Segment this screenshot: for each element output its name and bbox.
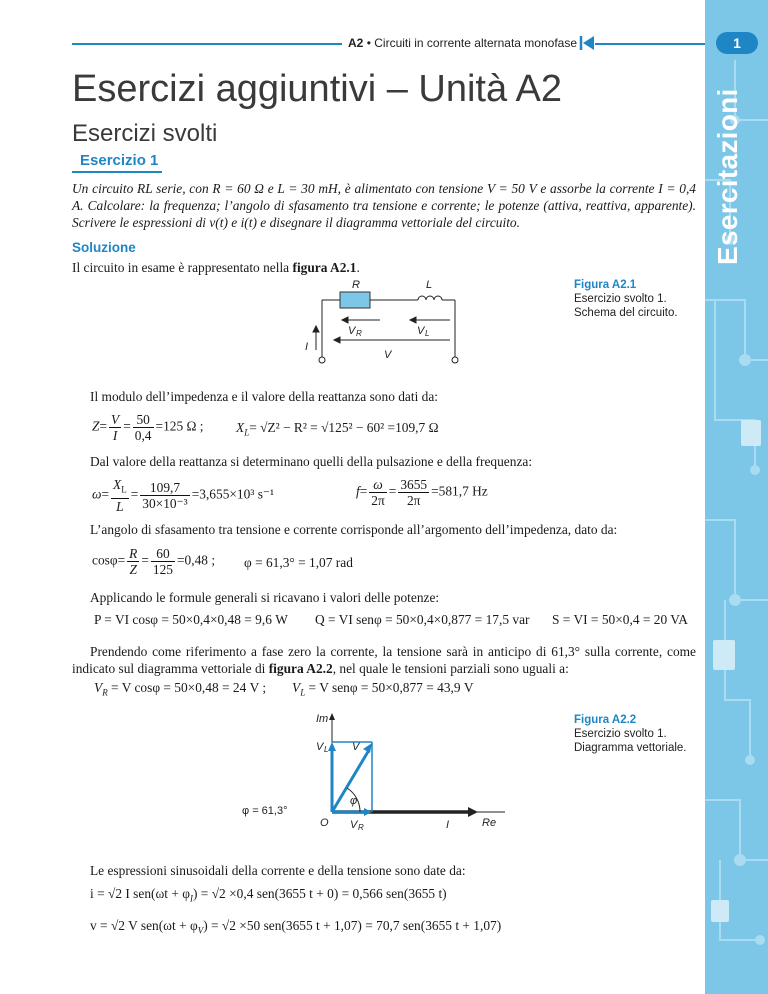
exercise-statement: Un circuito RL serie, con R = 60 Ω e L = 30 mH, è alimentato con tensione V = 50 V e assorbe la corrente I = 0,4 A. Calcolare: la frequenza; l’angolo di sfasamento tra tensione e corrente; le potenze (attiva, reattiva, apparente). Scrivere le espressioni di v(t) e i(t) e disegnare il diagramma vettoriale del circuito. (72, 181, 696, 230)
eq-Z-num2: 50 (133, 412, 154, 428)
eq-XL-lhs: X (236, 420, 245, 435)
page-number: 1 (716, 32, 758, 54)
eq-VR-sub: R (102, 687, 108, 698)
label-I: I (305, 341, 309, 353)
eq-current (90, 886, 447, 904)
paragraph-angle: L’angolo di sfasamento tra tensione e corrente corrisponde all’argomento dell’impedenza, dato da: (90, 522, 618, 537)
figure1-title: Figura A2.1 (574, 279, 637, 291)
eq-VR-lhs: V (94, 680, 103, 695)
eq-omega-den: L (116, 498, 124, 514)
eq-i-rhs: ) = √2 ×0,4 sen(3655 t + 0) = 0,566 sen(3655 t) (193, 886, 447, 901)
label-I-vec: I (446, 819, 450, 831)
vector-diagram (220, 708, 520, 836)
header-rule-right (595, 43, 705, 45)
label-VL-sub: L (425, 329, 430, 338)
solution-title: Soluzione (72, 240, 136, 255)
label-Im: Im (316, 713, 329, 725)
label-V-vec: V (352, 741, 360, 753)
eq-cos-den: Z (129, 562, 137, 577)
label-angle: φ = 61,3° (242, 805, 288, 817)
paragraph-impedance: Il modulo dell’impedenza e il valore della reattanza sono dati da: (90, 389, 439, 404)
figure2-caption: Esercizio svolto 1. Diagramma vettoriale. (574, 728, 687, 754)
eq-VR (94, 680, 266, 698)
label-O: O (320, 817, 329, 829)
label-VR-vec: V (350, 819, 358, 831)
paragraph-frequency: Dal valore della reattanza si determinano quelli della pulsazione e della frequenza: (90, 454, 533, 469)
eq-f-den2: 2π (406, 493, 421, 508)
eq-VL (292, 680, 474, 698)
eq-VL-sub: L (300, 687, 306, 698)
figure2-ref: figura A2.2 (268, 661, 333, 676)
solution-intro (72, 259, 360, 276)
header-topic: Circuiti in corrente alternata monofase (374, 36, 577, 50)
eq-f-num: ω (373, 477, 383, 492)
eq-voltage (90, 918, 501, 936)
exercise-title: Esercizio 1 (80, 152, 159, 169)
label-VL-vec-sub: L (324, 745, 329, 754)
eq-omega-lhs: ω (92, 486, 102, 502)
eq-impedance: Z= $\frac{V}{I}$ = $\frac{50}{0,4}$ =125 Ω ; (92, 412, 204, 443)
circuit-diagram (300, 278, 470, 373)
eq-f-num2: 3655 (400, 477, 428, 492)
intro-end: . (356, 260, 360, 275)
label-phi: φ (350, 795, 358, 807)
label-L: L (426, 279, 433, 291)
eq-cos-num2: 60 (151, 546, 175, 562)
eq-Z-lhs: Z (92, 418, 100, 434)
running-header (348, 36, 577, 50)
eq-omega-result: =3,655×10³ s⁻¹ (191, 486, 274, 502)
paragraph-sinus: Le espressioni sinusoidali della corrente e della tensione sono date da: (90, 863, 466, 878)
label-VL: V (417, 325, 425, 337)
exercise-underline (72, 171, 162, 173)
label-VR-sub: R (356, 329, 362, 338)
paragraph-phase (72, 643, 696, 677)
eq-Z-den: I (112, 428, 118, 443)
eq-active-power: P = VI cosφ = 50×0,4×0,48 = 9,6 W (94, 612, 288, 627)
eq-VL-lhs: V (292, 680, 301, 695)
eq-frequency: f= $\frac{\omega}{2\pi}$ = $\frac{3655}{2\pi}$ =581,7 Hz (356, 477, 488, 508)
eq-f-den: 2π (371, 493, 385, 508)
resistor-symbol (340, 292, 370, 308)
header-rule (72, 43, 342, 45)
eq-cos-lhs: cosφ (92, 552, 118, 568)
eq-cos: cosφ= $\frac{R}{Z}$ = $\frac{60}{125}$ =0,48 ; (92, 546, 216, 577)
eq-f-lhs: f (356, 483, 360, 499)
eq-phi: φ = 61,3° = 1,07 rad (244, 555, 353, 570)
label-VR: V (348, 325, 356, 337)
section-title: Esercizi svolti (72, 120, 218, 147)
eq-cos-den2: 125 (152, 562, 173, 577)
eq-reactive-power: Q = VI senφ = 50×0,4×0,877 = 17,5 var (315, 612, 530, 627)
eq-XL-rhs: = √Z² − R² = √125² − 60² =109,7 Ω (249, 420, 439, 435)
eq-reactance (236, 420, 439, 438)
eq-cos-result: =0,48 ; (177, 552, 216, 568)
header-unit: A2 (348, 36, 364, 50)
phase-text: Prendendo come riferimento a fase zero la corrente, la tensione sarà in anticipo di 61,3° sulla corrente, come indicato sul diagramma vettoriale di (72, 644, 696, 676)
eq-omega-den2: 30×10⁻³ (142, 495, 188, 511)
label-Re: Re (482, 817, 497, 829)
eq-v-sub: V (197, 925, 204, 936)
paragraph-power: Applicando le formule generali si ricavano i valori delle potenze: (90, 590, 440, 605)
eq-apparent-power: S = VI = 50×0,4 = 20 VA (552, 612, 688, 627)
page-title: Esercizi aggiuntivi – Unità A2 (72, 68, 563, 110)
figure1-caption: Esercizio svolto 1. Schema del circuito. (574, 293, 678, 319)
eq-v-lhs: v = √2 V sen(ωt + φ (90, 918, 198, 933)
inductor-symbol (418, 296, 442, 300)
label-V: V (384, 349, 392, 361)
eq-XL-sub: L (244, 427, 250, 438)
eq-omega-num: X (113, 477, 122, 492)
phase-end: , nel quale le tensioni parziali sono uguali a: (332, 661, 569, 676)
eq-i-lhs: i = √2 I sen(ωt + φ (90, 886, 190, 901)
eq-VR-rhs: = V cosφ = 50×0,48 = 24 V ; (107, 680, 267, 695)
header-bullet: • (366, 36, 371, 50)
figure-ref: figura A2.1 (292, 260, 357, 275)
header-arrow-icon (578, 34, 596, 52)
eq-i-sub: I (190, 893, 193, 904)
eq-Z-den2: 0,4 (134, 428, 152, 443)
intro-text: Il circuito in esame è rappresentato nella (72, 260, 293, 275)
eq-Z-result: =125 Ω ; (155, 418, 204, 434)
eq-cos-num: R (129, 546, 138, 561)
eq-omega-num2: 109,7 (140, 480, 189, 496)
eq-v-rhs: ) = √2 ×50 sen(3655 t + 1,07) = 70,7 sen(3655 t + 1,07) (203, 918, 502, 933)
terminal-left (319, 357, 325, 363)
eq-omega-num-sub: L (121, 484, 127, 495)
label-R: R (352, 279, 360, 291)
label-VL-vec: V (316, 741, 324, 753)
figure2-title: Figura A2.2 (574, 714, 637, 726)
terminal-right (452, 357, 458, 363)
eq-Z-num: V (111, 412, 120, 427)
label-VR-vec-sub: R (358, 823, 364, 832)
sidebar-label: Esercitazioni (712, 88, 743, 265)
eq-VL-rhs: = V senφ = 50×0,877 = 43,9 V (305, 680, 474, 695)
eq-pulsation: ω= $\frac{X_L}{L}$ = $\frac{109,7}{\text{30×10⁻³}}$ =3,655×10³ s⁻¹ (92, 477, 274, 514)
eq-f-result: =581,7 Hz (431, 483, 488, 499)
